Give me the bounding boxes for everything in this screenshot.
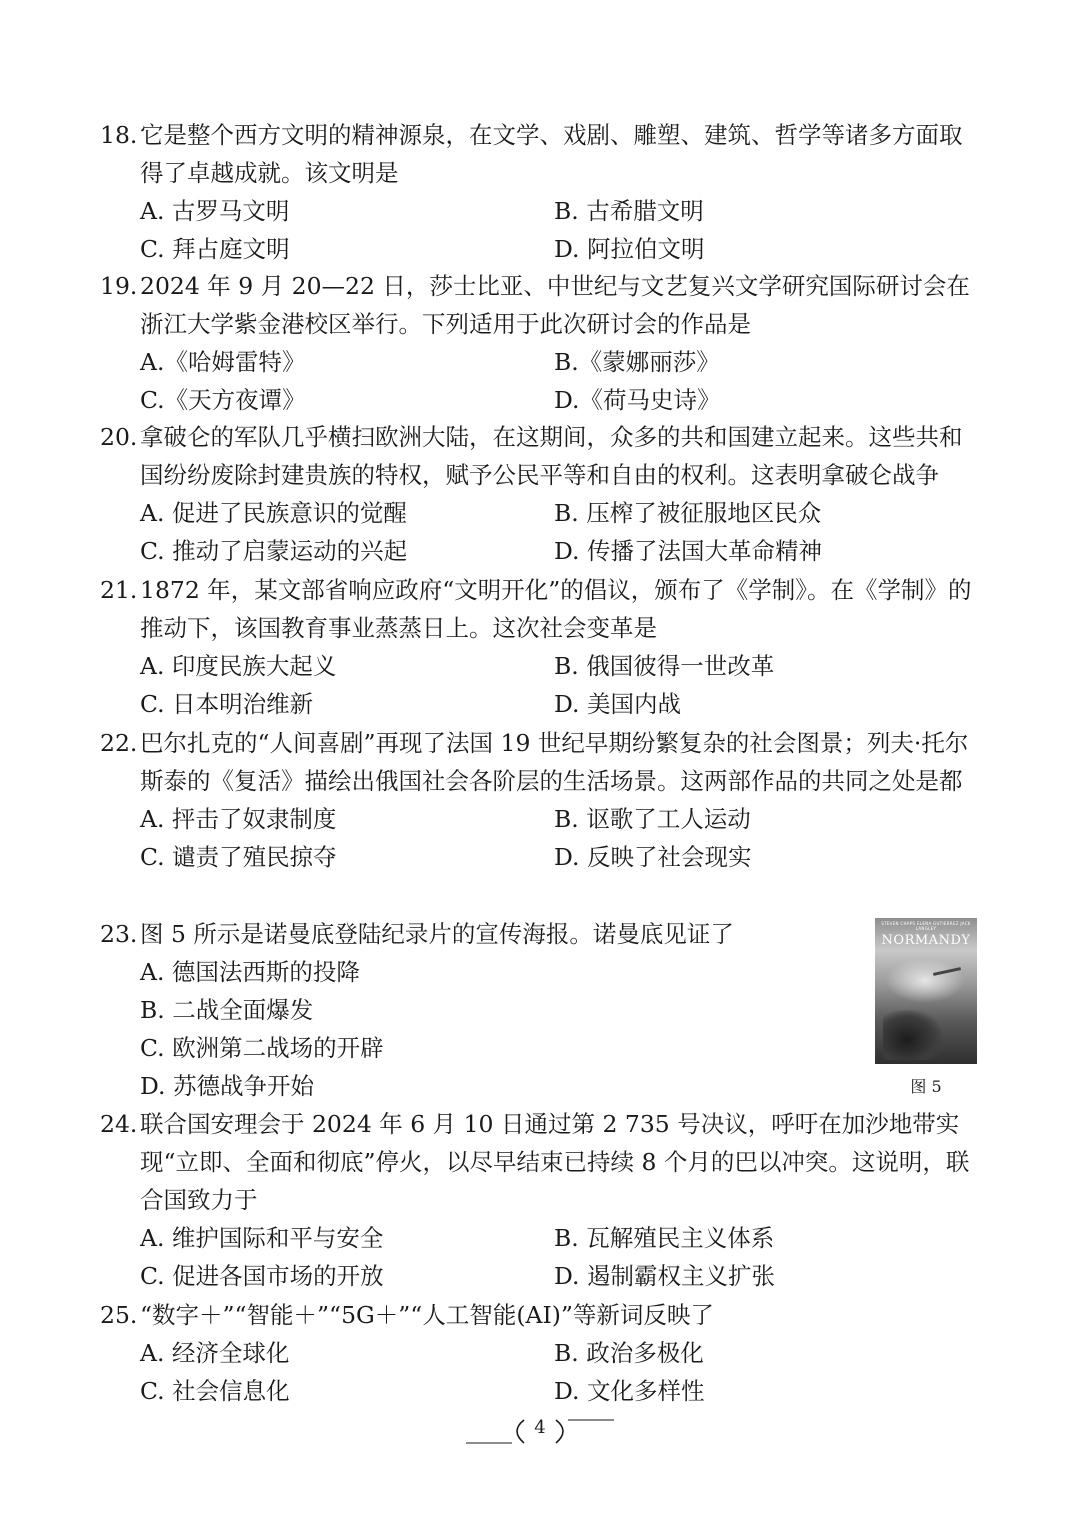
question-stem <box>100 571 982 647</box>
option-d: D.《荷马史诗》 <box>554 386 721 414</box>
options <box>140 192 982 268</box>
option-b: B. 俄国彼得一世改革 <box>554 652 775 680</box>
question-23 <box>100 915 840 1105</box>
page-footer <box>466 1416 614 1446</box>
question-text: 拿破仑的军队几乎横扫欧洲大陆，在这期间，众多的共和国建立起来。这些共和国纷纷废除封建贵族的特权，赋予公民平等和自由的权利。这表明拿破仑战争 <box>140 423 963 489</box>
option-b: B.《蒙娜丽莎》 <box>554 348 720 376</box>
option-a: A. 经济全球化 <box>140 1339 290 1367</box>
question-text: “数字＋”“智能＋”“5G＋”“人工智能(AI)”等新词反映了 <box>140 1301 714 1329</box>
figure-caption: 图 5 <box>910 1077 942 1096</box>
option-c: C. 拜占庭文明 <box>140 235 290 263</box>
question-text: 联合国安理会于 2024 年 6 月 10 日通过第 2 735 号决议，呼吁在加沙地带实现“立即、全面和彻底”停火，以尽早结束已持续 8 个月的巴以冲突。这说明，联合国致力于 <box>140 1110 970 1214</box>
question-number: 25. <box>100 1301 138 1329</box>
poster-soldier <box>883 1010 943 1060</box>
question-stem <box>100 267 982 343</box>
option-c: C. 促进各国市场的开放 <box>140 1262 384 1290</box>
question-19 <box>100 267 982 419</box>
page-number: 4 <box>534 1417 546 1438</box>
question-number: 20. <box>100 423 138 451</box>
option-b: B. 古希腊文明 <box>554 197 704 225</box>
question-stem <box>100 1296 982 1334</box>
question-number: 21. <box>100 576 138 604</box>
question-stem <box>100 418 982 494</box>
option-b: B. 讴歌了工人运动 <box>554 805 751 833</box>
option-c: C. 谴责了殖民掠夺 <box>140 843 337 871</box>
options <box>140 343 982 419</box>
question-stem <box>100 116 982 192</box>
option-d: D. 阿拉伯文明 <box>554 235 705 263</box>
question-text: 巴尔扎克的“人间喜剧”再现了法国 19 世纪早期纷繁复杂的社会图景；列夫·托尔斯泰的《复活》描绘出俄国社会各阶层的生活场景。这两部作品的共同之处是都 <box>140 729 969 795</box>
option-d: D. 遏制霸权主义扩张 <box>554 1262 775 1290</box>
option-a: A. 古罗马文明 <box>140 197 290 225</box>
question-number: 24. <box>100 1110 138 1138</box>
option-b: B. 瓦解殖民主义体系 <box>554 1224 775 1252</box>
question-22 <box>100 724 982 876</box>
question-21 <box>100 571 982 723</box>
option-b: B. 政治多极化 <box>554 1339 704 1367</box>
question-number: 18. <box>100 121 138 149</box>
option-b: B. 二战全面爆发 <box>140 996 314 1024</box>
question-24 <box>100 1105 982 1295</box>
options <box>140 647 982 723</box>
question-number: 19. <box>100 272 138 300</box>
options <box>140 953 840 1105</box>
question-20 <box>100 418 982 570</box>
option-a: A. 抨击了奴隶制度 <box>140 805 337 833</box>
option-d: D. 反映了社会现实 <box>554 843 752 871</box>
option-d: D. 传播了法国大革命精神 <box>554 537 822 565</box>
option-d: D. 文化多样性 <box>554 1377 705 1405</box>
option-a: A. 印度民族大起义 <box>140 652 337 680</box>
option-d: D. 苏德战争开始 <box>140 1072 314 1100</box>
normandy-poster-image <box>875 918 977 1064</box>
option-a: A. 促进了民族意识的觉醒 <box>140 499 407 527</box>
figure-5 <box>875 918 977 1097</box>
poster-actor-names: STEVEN CHAPS ELENA GUTIERREZ JACK LANGLEY <box>881 921 971 931</box>
option-a: A. 维护国际和平与安全 <box>140 1224 384 1252</box>
option-d: D. 美国内战 <box>554 690 681 718</box>
option-c: C. 社会信息化 <box>140 1377 290 1405</box>
option-c: C. 欧洲第二战场的开辟 <box>140 1034 384 1062</box>
question-18 <box>100 116 982 268</box>
option-a: A. 德国法西斯的投降 <box>140 958 360 986</box>
question-number: 22. <box>100 729 138 757</box>
options <box>140 800 982 876</box>
option-c: C.《天方夜谭》 <box>140 386 306 414</box>
question-stem <box>100 915 840 953</box>
question-number: 23. <box>100 920 138 948</box>
poster-explosion <box>885 958 965 1003</box>
question-25 <box>100 1296 982 1410</box>
option-c: C. 日本明治维新 <box>140 690 314 718</box>
question-text: 图 5 所示是诺曼底登陆纪录片的宣传海报。诺曼底见证了 <box>140 920 734 948</box>
question-stem <box>100 1105 982 1219</box>
option-b: B. 压榨了被征服地区民众 <box>554 499 822 527</box>
question-text: 1872 年，某文部省响应政府“文明开化”的倡议，颁布了《学制》。在《学制》的推动下，该国教育事业蒸蒸日上。这次社会变革是 <box>140 576 972 642</box>
question-stem <box>100 724 982 800</box>
poster-title: NORMANDY <box>881 933 971 948</box>
options <box>140 494 982 570</box>
question-text: 它是整个西方文明的精神源泉，在文学、戏剧、雕塑、建筑、哲学等诸多方面取得了卓越成就。该文明是 <box>140 121 963 187</box>
question-text: 2024 年 9 月 20—22 日，莎士比亚、中世纪与文艺复兴文学研究国际研讨会在浙江大学紫金港校区举行。下列适用于此次研讨会的作品是 <box>140 272 970 338</box>
option-c: C. 推动了启蒙运动的兴起 <box>140 537 408 565</box>
option-a: A.《哈姆雷特》 <box>140 348 306 376</box>
options <box>140 1219 982 1295</box>
options <box>140 1334 982 1410</box>
